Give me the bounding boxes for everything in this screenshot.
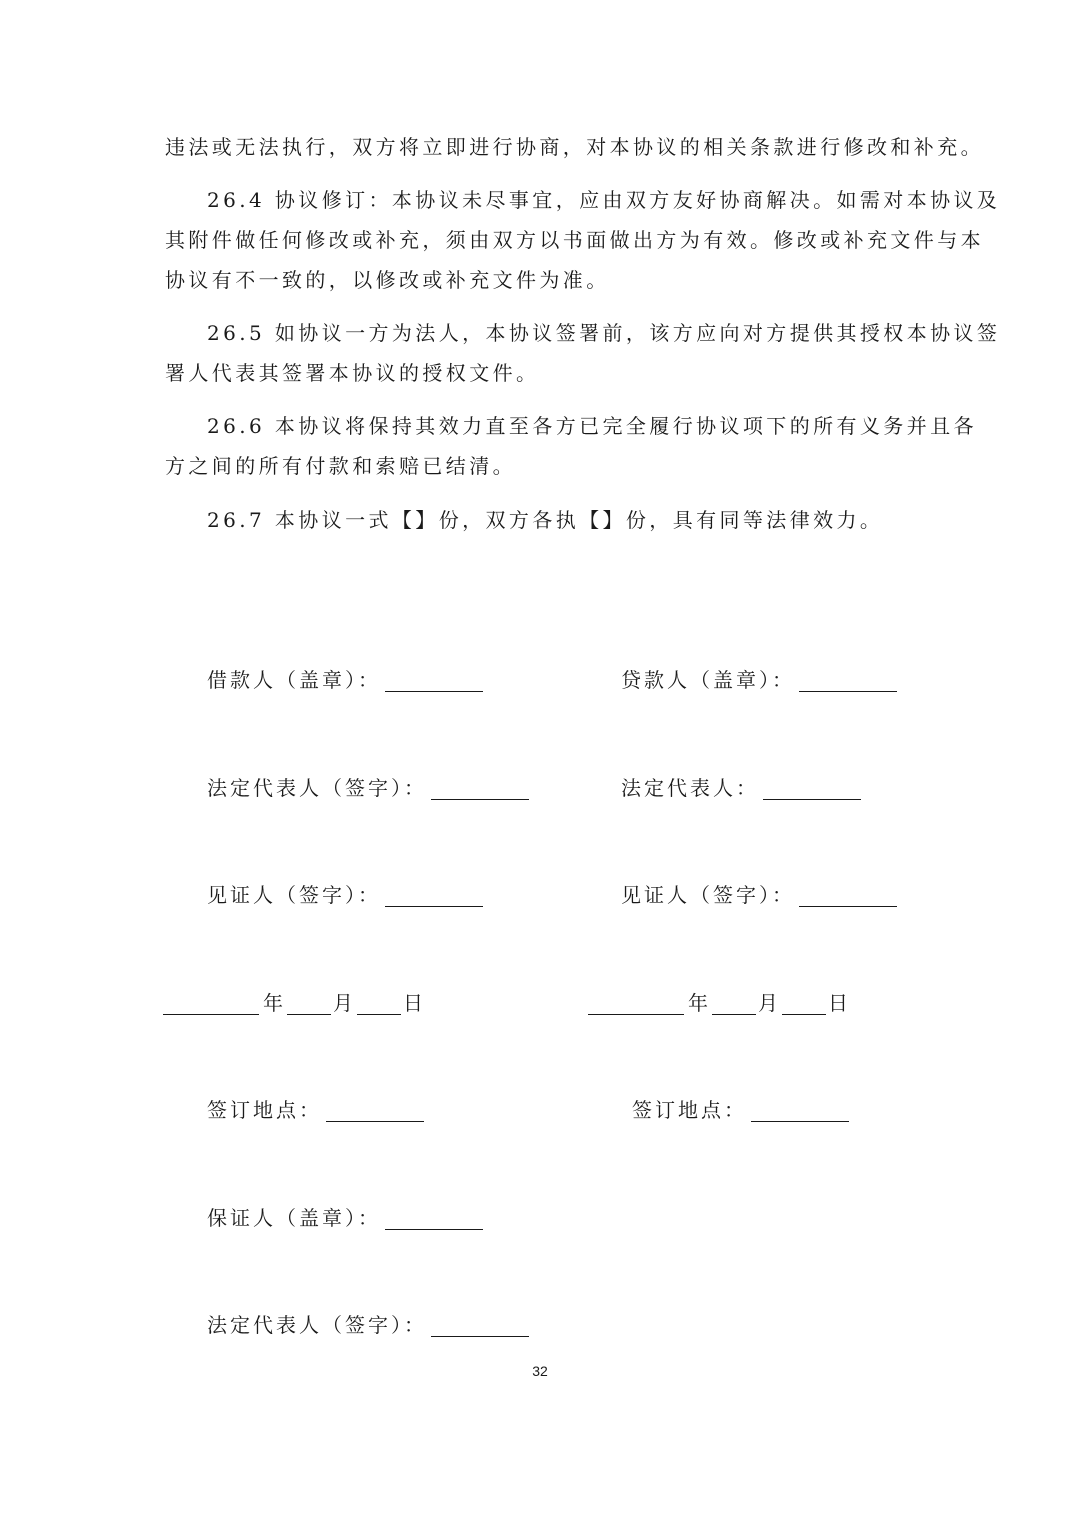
clause-26-4-line-3: 协议有不一致的，以修改或补充文件为准。 bbox=[165, 268, 610, 292]
lender-legal-rep-label: 法定代表人： bbox=[621, 776, 759, 800]
clause-26-4-line-1: 26.4 协议修订：本协议未尽事宜，应由双方友好协商解决。如需对本协议及 bbox=[207, 188, 1001, 212]
date-right-month-label: 月 bbox=[758, 991, 778, 1015]
borrower-seal-label: 借款人（盖章）： bbox=[207, 668, 381, 692]
sign-place-left-blank[interactable] bbox=[326, 1101, 424, 1122]
lender-seal-field bbox=[621, 668, 897, 692]
clause-26-6-line-2: 方之间的所有付款和索赔已结清。 bbox=[165, 454, 516, 478]
date-left-month-blank[interactable] bbox=[287, 994, 331, 1015]
sign-place-left-label: 签订地点： bbox=[207, 1098, 322, 1122]
guarantor-seal-label: 保证人（盖章）： bbox=[207, 1206, 381, 1230]
date-right-day-blank[interactable] bbox=[782, 994, 826, 1015]
sign-place-right-field bbox=[632, 1098, 849, 1122]
borrower-seal-field bbox=[207, 668, 483, 692]
lender-legal-rep-field bbox=[621, 776, 861, 800]
clause-26-5-line-2: 署人代表其签署本协议的授权文件。 bbox=[165, 361, 540, 385]
borrower-legal-rep-blank[interactable] bbox=[431, 779, 529, 800]
date-right-year-blank[interactable] bbox=[588, 994, 684, 1015]
date-right-year-label: 年 bbox=[688, 991, 708, 1015]
sign-place-left-field bbox=[207, 1098, 424, 1122]
date-left-year-label: 年 bbox=[263, 991, 283, 1015]
guarantor-legal-rep-blank[interactable] bbox=[431, 1316, 529, 1337]
page-number: 32 bbox=[532, 1363, 548, 1379]
lender-seal-label: 贷款人（盖章）： bbox=[621, 668, 795, 692]
clause-26-4-line-2: 其附件做任何修改或补充，须由双方以书面做出方为有效。修改或补充文件与本 bbox=[165, 228, 984, 252]
sign-place-right-blank[interactable] bbox=[751, 1101, 849, 1122]
witness-left-label: 见证人（签字）： bbox=[207, 883, 381, 907]
guarantor-seal-field bbox=[207, 1206, 483, 1230]
witness-left-field bbox=[207, 883, 483, 907]
witness-right-label: 见证人（签字）： bbox=[621, 883, 795, 907]
clause-26-6-line-1: 26.6 本协议将保持其效力直至各方已完全履行协议项下的所有义务并且各 bbox=[207, 414, 977, 438]
date-left-year-blank[interactable] bbox=[163, 994, 259, 1015]
borrower-legal-rep-label: 法定代表人（签字）： bbox=[207, 776, 427, 800]
clause-continuation-line: 违法或无法执行，双方将立即进行协商，对本协议的相关条款进行修改和补充。 bbox=[165, 135, 984, 159]
date-left-month-label: 月 bbox=[333, 991, 353, 1015]
date-right-month-blank[interactable] bbox=[712, 994, 756, 1015]
guarantor-legal-rep-label: 法定代表人（签字）： bbox=[207, 1313, 427, 1337]
witness-right-blank[interactable] bbox=[799, 886, 897, 907]
date-line-left bbox=[163, 991, 423, 1015]
date-line-right bbox=[588, 991, 848, 1015]
witness-left-blank[interactable] bbox=[385, 886, 483, 907]
witness-right-field bbox=[621, 883, 897, 907]
lender-legal-rep-blank[interactable] bbox=[763, 779, 861, 800]
guarantor-legal-rep-field bbox=[207, 1313, 529, 1337]
clause-26-7-line-1: 26.7 本协议一式【】份，双方各执【】份，具有同等法律效力。 bbox=[207, 508, 884, 532]
date-right-day-label: 日 bbox=[828, 991, 848, 1015]
date-left-day-label: 日 bbox=[403, 991, 423, 1015]
sign-place-right-label: 签订地点： bbox=[632, 1098, 747, 1122]
date-left-day-blank[interactable] bbox=[357, 994, 401, 1015]
borrower-seal-blank[interactable] bbox=[385, 671, 483, 692]
clause-26-5-line-1: 26.5 如协议一方为法人，本协议签署前，该方应向对方提供其授权本协议签 bbox=[207, 321, 1001, 345]
guarantor-seal-blank[interactable] bbox=[385, 1209, 483, 1230]
lender-seal-blank[interactable] bbox=[799, 671, 897, 692]
borrower-legal-rep-field bbox=[207, 776, 529, 800]
